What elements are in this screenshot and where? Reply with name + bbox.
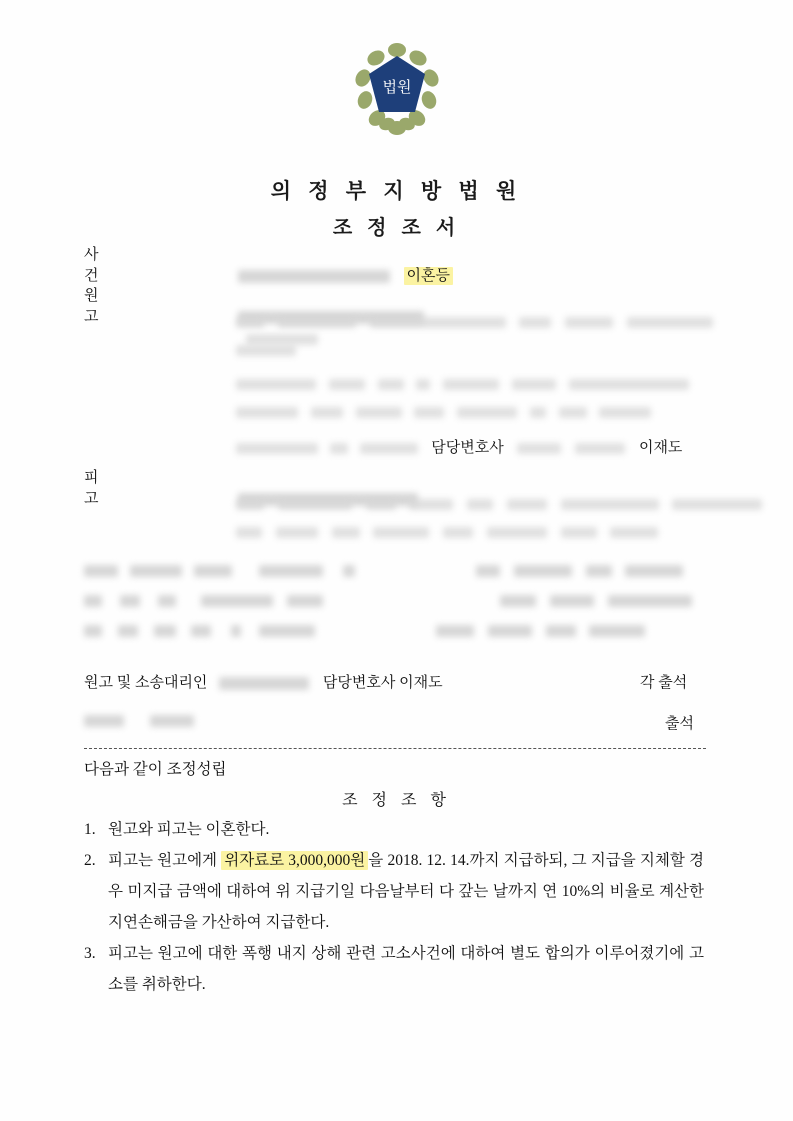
page-subtitle: 조 정 조 서 bbox=[332, 217, 461, 239]
clause-1-number: 1. bbox=[84, 821, 96, 838]
section-divider bbox=[84, 748, 706, 749]
clause-1-text: 원고와 피고는 이혼한다. bbox=[108, 821, 270, 838]
redacted-case-number bbox=[238, 270, 390, 283]
attendance-status-2: 출석 bbox=[665, 716, 694, 732]
clause-3-text: 피고는 원고에 대한 폭행 내지 상해 관련 고소사건에 대하여 별도 합의가 이루어졌기에 고소를 취하한다. bbox=[108, 945, 704, 993]
clause-2-body bbox=[84, 845, 704, 938]
case-type-highlight: 이혼등 bbox=[404, 267, 453, 285]
redacted-attendee-2 bbox=[150, 715, 194, 727]
redacted-block-right-line1 bbox=[476, 562, 683, 579]
clause-2-number: 2. bbox=[84, 852, 96, 869]
redacted-defendant-address-line2 bbox=[236, 524, 658, 541]
redacted-plaintiff-address-line1 bbox=[236, 314, 793, 348]
attendance-status-1: 각 출석 bbox=[640, 675, 688, 691]
clause-2-highlight: 위자료로 3,000,000원 bbox=[221, 851, 368, 870]
redacted-block-right-line3 bbox=[436, 622, 645, 639]
title-block bbox=[0, 175, 793, 240]
attendance-line-2 bbox=[84, 712, 194, 729]
redacted-plaintiff-address-line2 bbox=[236, 342, 296, 359]
redacted-defendant-address-line1 bbox=[236, 496, 762, 513]
page-title: 의 정 부 지 방 법 원 bbox=[270, 179, 523, 203]
redacted-plaintiff-rep-line2 bbox=[236, 404, 651, 421]
attorney-label: 담당변호사 bbox=[431, 440, 504, 456]
agreement-heading: 조 정 조 항 bbox=[342, 792, 451, 809]
redacted-rep-name bbox=[219, 677, 309, 690]
clause-2-post: 을 2018. 12. 14.까지 지급하되, 그 지급을 지체할 경우 미지급 금액에 대하여 위 지급기일 다음날부터 다 갚는 날까지 연 10%의 비율로 계산한 지연손해금을 가산하여 지급한다. bbox=[108, 852, 704, 931]
redacted-block-left-line2 bbox=[84, 592, 323, 609]
attendance-prefix: 원고 및 소송대리인 bbox=[84, 675, 208, 691]
agreement-intro: 다음과 같이 조정성립 bbox=[84, 761, 227, 778]
defendant-label: 피 고 bbox=[84, 470, 119, 507]
attendance-attorney: 담당변호사 이재도 bbox=[322, 675, 443, 691]
clause-3 bbox=[84, 938, 704, 1000]
field-case bbox=[84, 243, 453, 285]
clause-1 bbox=[84, 814, 704, 845]
clause-2 bbox=[84, 845, 704, 938]
redacted-block-left-line1 bbox=[84, 562, 355, 579]
clause-3-number: 3. bbox=[84, 945, 96, 962]
clause-2-pre: 피고는 원고에게 bbox=[108, 852, 222, 869]
case-label: 사 건 bbox=[84, 247, 119, 284]
attorney-name: 이재도 bbox=[638, 440, 683, 456]
court-emblem-container bbox=[0, 40, 793, 136]
attorney-row bbox=[236, 436, 682, 457]
court-emblem-icon bbox=[349, 40, 445, 136]
redacted-plaintiff-rep-line1 bbox=[236, 376, 689, 393]
redacted-block-left-line3 bbox=[84, 622, 315, 639]
plaintiff-label: 원 고 bbox=[84, 288, 119, 325]
redacted-attendee-1 bbox=[84, 715, 124, 727]
attendance-line-1 bbox=[84, 671, 443, 692]
emblem-label: 법원 bbox=[382, 79, 411, 96]
redacted-block-right-line2 bbox=[500, 592, 692, 609]
